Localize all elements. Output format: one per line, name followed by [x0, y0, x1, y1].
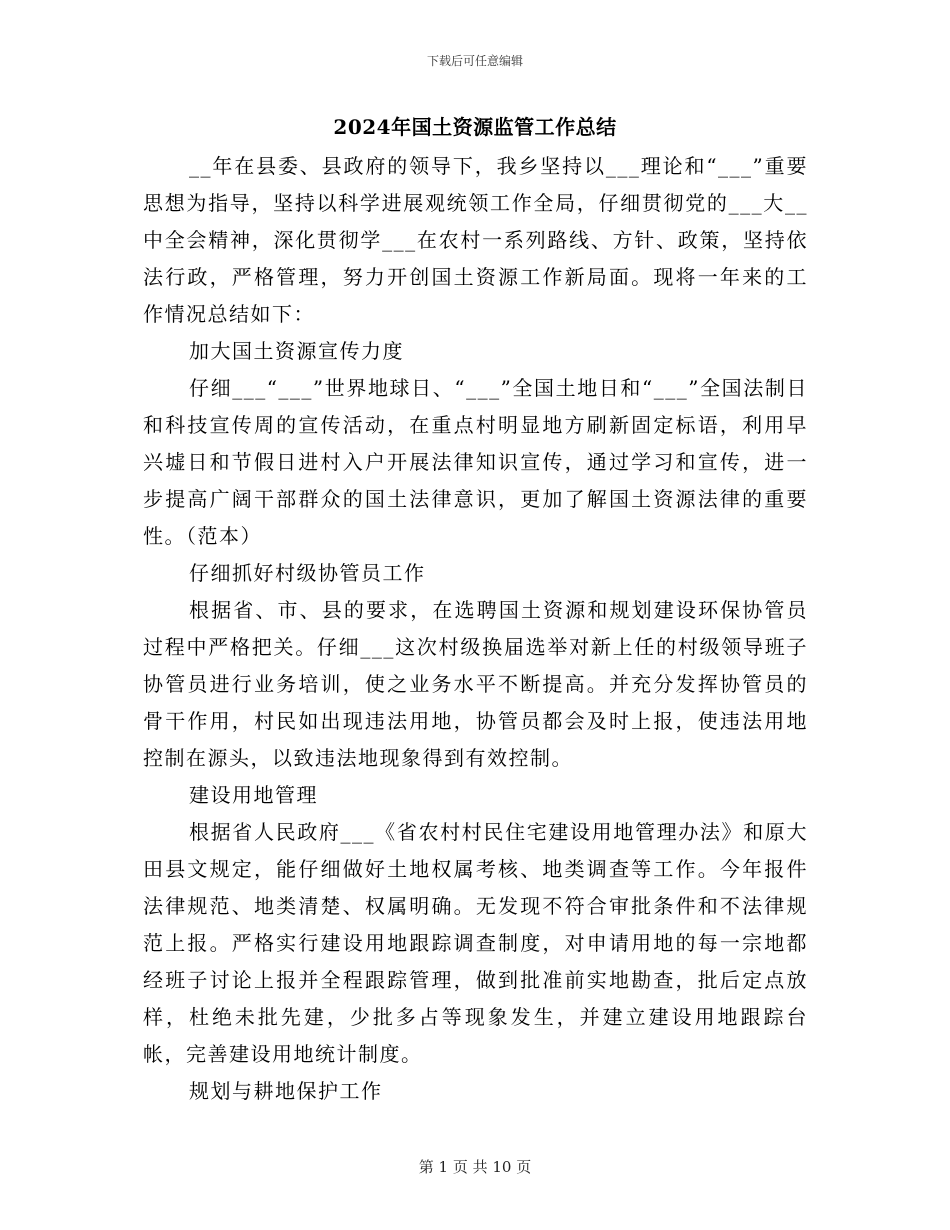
- header-note: 下载后可任意编辑: [426, 54, 523, 68]
- page-number: 第 1 页 共 10 页: [418, 1158, 532, 1176]
- document-title: 2024年国土资源监管工作总结: [333, 115, 617, 139]
- publicity-paragraph: 仔细___“___”世界地球日、“___”全国土地日和“___”全国法制日和科技宣传周的宣传活动，在重点村明显地方刷新固定标语，利用早兴墟日和节假日进村入户开展法律知识宣传，通过学习和宣传，进一步提高广阔干部群众的国土法律意识，更加了解国土资源法律的重要性。（范本）: [143, 376, 808, 548]
- section-heading-coordinators: 仔细抓好村级协管员工作: [189, 561, 426, 585]
- section-heading-construction-land: 建设用地管理: [189, 783, 318, 807]
- section-heading-planning: 规划与耕地保护工作: [189, 1079, 383, 1103]
- section-heading-publicity: 加大国土资源宣传力度: [189, 339, 404, 363]
- document-body: [143, 148, 808, 1110]
- construction-land-paragraph: 根据省人民政府___《省农村村民住宅建设用地管理办法》和原大田县文规定，能仔细做好土地权属考核、地类调查等工作。今年报件法律规范、地类清楚、权属明确。无发现不符合审批条件和不法律规范上报。严格实行建设用地跟踪调查制度，对申请用地的每一宗地都经班子讨论上报并全程跟踪管理，做到批准前实地勘查，批后定点放样，杜绝未批先建，少批多占等现象发生，并建立建设用地跟踪台帐，完善建设用地统计制度。: [143, 820, 808, 1066]
- coordinators-paragraph: 根据省、市、县的要求，在选聘国土资源和规划建设环保协管员过程中严格把关。仔细___这次村级换届选举对新上任的村级领导班子协管员进行业务培训，使之业务水平不断提高。并充分发挥协管员的骨干作用，村民如出现违法用地，协管员都会及时上报，使违法用地控制在源头，以致违法地现象得到有效控制。: [143, 598, 808, 770]
- intro-paragraph: __年在县委、县政府的领导下，我乡坚持以___理论和“___”重要思想为指导，坚持以科学进展观统领工作全局，仔细贯彻党的___大__中全会精神，深化贯彻学___在农村一系列路线、方针、政策，坚持依法行政，严格管理，努力开创国土资源工作新局面。现将一年来的工作情况总结如下：: [143, 154, 808, 326]
